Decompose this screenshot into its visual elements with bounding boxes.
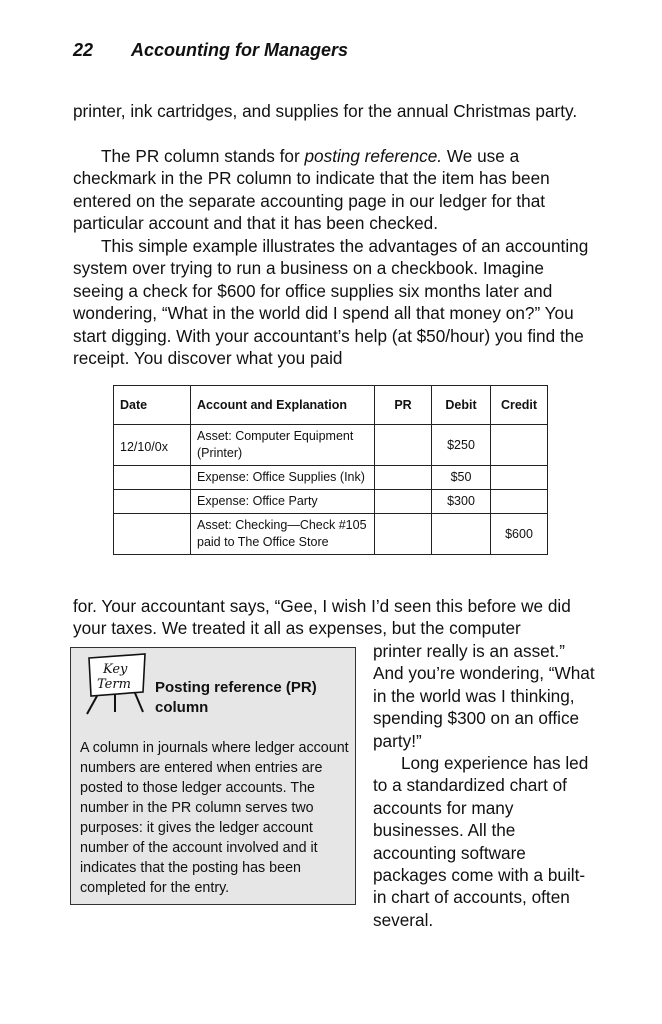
paragraph-pr-text-end: We use a checkmark in the PR column to indicate that the item has been entered on the separate accounting page in our ledger for that particular account and that it has been checked. <box>73 146 550 234</box>
header-credit: Credit <box>491 386 548 425</box>
cell-date <box>114 466 191 490</box>
table-row <box>114 425 548 466</box>
cell-account: Asset: Computer Equipment (Printer) <box>191 425 375 466</box>
paragraph-pr-emphasis: posting reference. <box>304 146 443 166</box>
cell-credit <box>491 490 548 514</box>
journal-header-row <box>114 386 548 425</box>
page-number: 22 <box>73 40 94 60</box>
easel-text-term: Term <box>97 677 131 692</box>
header-pr: PR <box>375 386 432 425</box>
easel-leg-right <box>135 693 143 712</box>
cell-pr <box>375 490 432 514</box>
cell-debit <box>432 514 491 555</box>
key-term-definition: A column in journals where ledger account numbers are entered when entries are posted to those ledger accounts. The number in the PR column serves two purposes: it gives the ledger account number of the account involved and it indicates that the posting has been completed for the entry. <box>80 740 349 896</box>
cell-debit: $250 <box>432 425 491 466</box>
cell-debit: $300 <box>432 490 491 514</box>
cell-credit <box>491 425 548 466</box>
table-row <box>114 490 548 514</box>
cell-pr <box>375 425 432 466</box>
running-header <box>73 40 348 61</box>
cell-credit: $600 <box>491 514 548 555</box>
paragraph-pr-column <box>73 145 593 235</box>
cell-account: Expense: Office Supplies (Ink) <box>191 466 375 490</box>
right-column <box>373 640 598 931</box>
paragraph-after-table: for. Your accountant says, “Gee, I wish I’d seen this before we did your taxes. We treated it all as expenses, but the computer <box>73 596 571 639</box>
key-term-box <box>70 647 356 905</box>
header-account: Account and Explanation <box>191 386 375 425</box>
header-debit: Debit <box>432 386 491 425</box>
cell-pr <box>375 514 432 555</box>
cell-pr <box>375 466 432 490</box>
paragraph-continued: printer, ink cartridges, and supplies for the annual Christmas party. <box>73 101 578 121</box>
right-column-paragraph-1: printer really is an asset.” And you’re wondering, “What in the world was I thinking, spending $300 on an office party!” <box>373 641 595 751</box>
key-term-title: Posting reference (PR) column <box>155 679 317 716</box>
cell-account: Expense: Office Party <box>191 490 375 514</box>
right-column-paragraph-2: Long experience has led to a standardized chart of accounts for many businesses. All the accounting software packages come with a built-in chart of accounts, often several. <box>373 753 589 930</box>
easel-leg-left <box>87 696 97 714</box>
cell-date <box>114 490 191 514</box>
cell-date: 12/10/0x <box>114 425 191 466</box>
header-date: Date <box>114 386 191 425</box>
paragraph-pr-text-start: The PR column stands for <box>101 146 305 166</box>
table-row <box>114 514 548 555</box>
key-term-heading <box>155 678 351 718</box>
journal-table <box>113 385 548 555</box>
cell-account: Asset: Checking—Check #105 paid to The Office Store <box>191 514 375 555</box>
paragraph-example: This simple example illustrates the advantages of an accounting system over trying to run a business on a checkbook. Imagine seeing a check for $600 for office supplies six months later and wondering, “What in the world did I spend all that money on?” You start digging. With your accountant’s help (at $50/hour) you find the receipt. You discover what you paid <box>73 236 589 369</box>
cell-credit <box>491 466 548 490</box>
table-row <box>114 466 548 490</box>
cell-debit: $50 <box>432 466 491 490</box>
cell-date <box>114 514 191 555</box>
book-title: Accounting for Managers <box>131 40 349 60</box>
easel-text-key: Key <box>103 662 128 677</box>
key-term-easel-icon <box>77 652 149 716</box>
